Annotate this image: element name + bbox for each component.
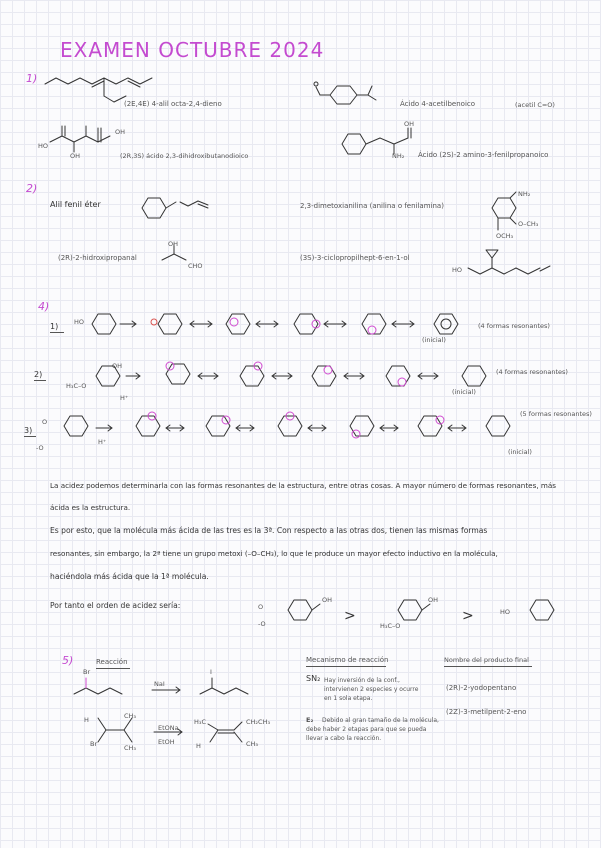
acidity-gt2: > bbox=[462, 608, 474, 624]
q1-d-oh: OH bbox=[404, 120, 415, 128]
q4-r1-count: (4 formas resonantes) bbox=[478, 322, 550, 330]
q5-mech2-text: Debido al gran tamaño de la molécula, debe haber 2 etapas para que se pueda llevar a cabo la reacción. bbox=[306, 717, 439, 742]
q4-r2-count: (4 formas resonantes) bbox=[496, 368, 568, 376]
q2-structure-d bbox=[460, 244, 560, 284]
q5-prod1: (2R)-2-yodopentano bbox=[446, 684, 517, 692]
page-title: EXAMEN OCTUBRE 2024 bbox=[60, 38, 325, 62]
q1-c-oh2: OH bbox=[115, 128, 126, 136]
q5-prod2: (2Z)-3-metilpent-2-eno bbox=[446, 708, 527, 716]
q1-name-a: (2E,4E) 4-alil octa-2,4-dieno bbox=[124, 100, 222, 108]
q4-r1-label: 1) bbox=[50, 322, 59, 331]
q5-col-product: Nombre del producto final bbox=[444, 656, 529, 664]
q2-name-d: (3S)-3-ciclopropilhept-6-en-1-ol bbox=[300, 254, 410, 262]
acidity-order-structures bbox=[260, 590, 590, 636]
explanation-p1: La acidez podemos determinarla con las formas resonantes de la estructura, entre otras cosas. A mayor número de formas resonantes, más bbox=[50, 481, 557, 490]
section-number-4: 4) bbox=[38, 300, 50, 313]
q1-note-b: (acetil C=O) bbox=[515, 101, 555, 109]
q1-c-ho: HO bbox=[38, 142, 49, 150]
q5-col-mechanism: Mecanismo de reacción bbox=[306, 656, 389, 664]
acidity-nitro-minus: -O bbox=[258, 620, 266, 628]
q5-col-reaction: Reacción bbox=[96, 658, 128, 666]
section-number-5: 5) bbox=[62, 654, 74, 667]
q5-r2-ch3c: CH₃ bbox=[246, 740, 259, 748]
q1-name-b: Ácido 4-acetilbenoico bbox=[400, 100, 476, 108]
explanation-p2: Es por esto, que la molécula más ácida de las tres es la 3ª. Con respecto a las otras dos, tienen las mismas formas bbox=[50, 526, 488, 535]
section-number-2: 2) bbox=[26, 182, 38, 195]
q1-structure-c bbox=[42, 116, 127, 158]
q5-r2-br: Br bbox=[90, 740, 98, 748]
q4-r2-inicial: (inicial) bbox=[452, 388, 476, 396]
acidity-oh2: OH bbox=[428, 596, 439, 604]
q2-b-och3a: O–CH₃ bbox=[518, 220, 539, 228]
q2-name-a: Alil fenil éter bbox=[50, 200, 101, 209]
q4-r3-inicial: (inicial) bbox=[508, 448, 532, 456]
q5-r2-reagent-b: EtOH bbox=[158, 738, 175, 746]
q5-mech1-text: Hay inversión de la conf., intervienen 2 especies y ocurre en 1 sola etapa. bbox=[324, 677, 419, 702]
q5-r2-ch2ch3: CH₂CH₃ bbox=[246, 718, 271, 726]
q2-structure-a bbox=[136, 190, 216, 220]
q5-reaction1 bbox=[70, 672, 300, 708]
q2-c-cho: CHO bbox=[188, 262, 203, 270]
q5-r2-h3c: H₃C bbox=[194, 718, 207, 726]
q5-r2-reagent-a: EtONa bbox=[158, 724, 179, 732]
acidity-nitro-o: O bbox=[258, 603, 264, 611]
q5-reaction2 bbox=[84, 710, 264, 754]
q4-r1-ho: HO bbox=[74, 318, 85, 326]
acidity-ho: HO bbox=[500, 608, 511, 616]
q5-r1-reagent: NaI bbox=[154, 680, 165, 688]
q2-name-c: (2R)-2-hidroxipropanal bbox=[58, 254, 137, 262]
q2-d-ho: HO bbox=[452, 266, 463, 274]
q4-r2-h3co: H₃C–O bbox=[66, 382, 87, 390]
explanation-p2c: haciéndola más ácida que la 1ª molécula. bbox=[50, 572, 209, 581]
q2-c-oh: OH bbox=[168, 240, 179, 248]
q4-r3-hplus: H⁺ bbox=[98, 438, 107, 446]
q1-name-c: (2R,3S) ácido 2,3-dihidroxibutanodioico bbox=[120, 152, 249, 160]
q4-r1-inicial: (inicial) bbox=[422, 336, 446, 344]
explanation-p2b: resonantes, sin embargo, la 2ª tiene un grupo metoxi (–O–CH₃), lo que le produce un mayor efecto inductivo en la molécula, bbox=[50, 549, 498, 558]
q4-r2-oh: OH bbox=[112, 362, 123, 370]
q2-b-och3b: OCH₃ bbox=[496, 232, 514, 240]
q1-name-d: Ácido (2S)-2 amino-3-fenilpropanoico bbox=[418, 151, 549, 159]
q4-r3-nitro-minus: -O bbox=[36, 444, 44, 452]
acidity-gt1: > bbox=[344, 608, 356, 624]
q4-r3-count: (5 formas resonantes) bbox=[520, 410, 592, 418]
q1-structure-b bbox=[310, 80, 390, 110]
q4-r2-resonance bbox=[90, 356, 500, 396]
q1-d-nh2: NH₂ bbox=[392, 152, 405, 160]
q5-r2-h: H bbox=[84, 716, 89, 724]
q5-mech1-title: SN₂ bbox=[306, 674, 321, 683]
section-number-1: 1) bbox=[26, 72, 38, 85]
q1-c-oh: OH bbox=[70, 152, 81, 160]
q5-r1-br: Br bbox=[83, 668, 91, 676]
acidity-h3co: H₃C–O bbox=[380, 622, 401, 630]
acidity-oh1: OH bbox=[322, 596, 333, 604]
q4-r3-label: 3) bbox=[24, 426, 33, 435]
q4-r2-label: 2) bbox=[34, 370, 43, 379]
q2-name-b: 2,3-dimetoxianilina (anilina o fenilamina) bbox=[300, 202, 444, 210]
explanation-p3: Por tanto el orden de acidez sería: bbox=[50, 601, 181, 610]
q2-b-nh2: NH₂ bbox=[518, 190, 531, 198]
q5-r2-ch3b: CH₃ bbox=[124, 744, 137, 752]
q5-r2-h: H bbox=[196, 742, 201, 750]
q5-r1-i: I bbox=[210, 668, 212, 676]
q5-mech2-title: E₂ bbox=[306, 716, 314, 724]
q4-r3-nitro-o: O bbox=[42, 418, 48, 426]
explanation-p1b: ácida es la estructura. bbox=[50, 503, 131, 512]
q5-r2-ch3a: CH₃ bbox=[124, 712, 137, 720]
q4-r3-resonance bbox=[56, 406, 526, 448]
q4-r2-hplus: H⁺ bbox=[120, 394, 129, 402]
q4-r1-resonance bbox=[88, 308, 528, 344]
